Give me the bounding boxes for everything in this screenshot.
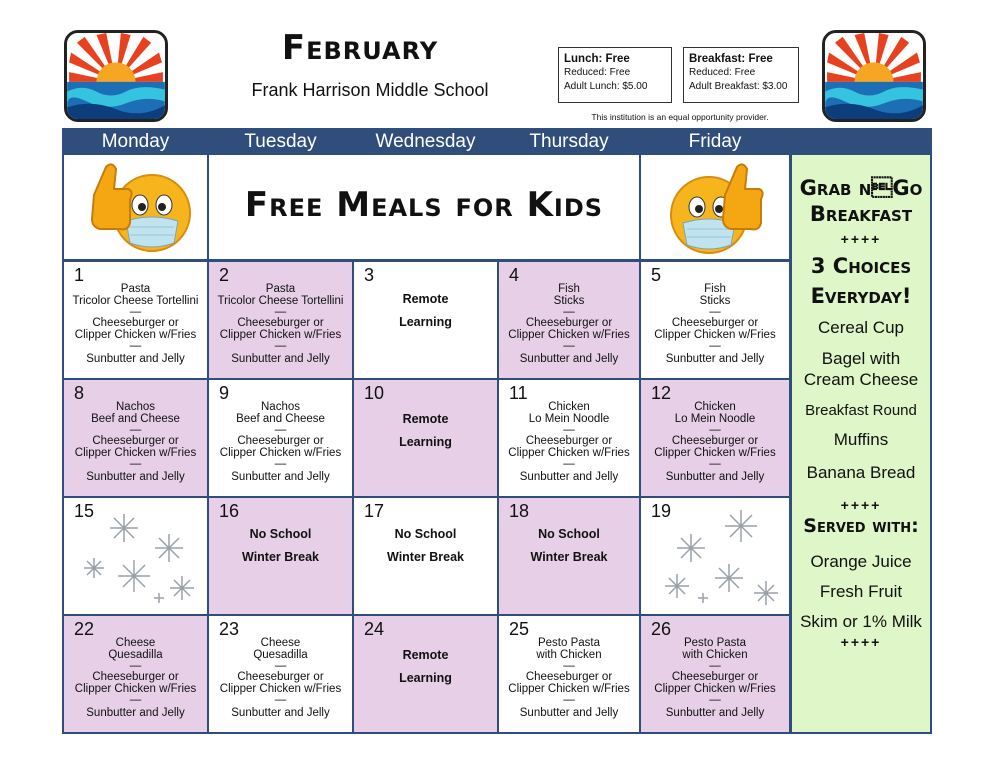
breakfast-adult: Adult Breakfast: $3.00 <box>689 81 788 92</box>
thumbs-up-mask-emoji-icon <box>641 155 789 259</box>
day-number: 16 <box>219 501 240 521</box>
plus-divider: ++++ <box>840 634 882 650</box>
sunbutter-option: Sunbutter and Jelly <box>86 707 185 719</box>
breakfast-heading: Breakfast: Free <box>689 53 773 65</box>
main-dish-detail: Quesadilla <box>253 648 308 661</box>
breakfast-price-box <box>683 47 799 103</box>
main-dish-detail: Beef and Cheese <box>91 412 180 425</box>
meal-menu <box>641 284 789 366</box>
meal-menu <box>64 402 207 484</box>
day-cell-12 <box>641 380 789 496</box>
main-dish-detail: Beef and Cheese <box>236 412 325 425</box>
notice-line-1: No School <box>394 527 457 541</box>
separator: — <box>709 660 721 672</box>
day-number: 22 <box>74 619 95 639</box>
alt-dish-detail: Clipper Chicken w/Fries <box>219 446 342 459</box>
separator: — <box>274 694 287 706</box>
alt-dish: Cheeseburger or <box>237 435 324 447</box>
main-dish-detail: Sticks <box>699 294 731 307</box>
breakfast-item-banana-bread: Banana Bread <box>806 463 916 482</box>
separator: — <box>274 306 287 318</box>
sunbutter-option: Sunbutter and Jelly <box>231 353 330 365</box>
alt-dish-detail: Clipper Chicken w/Fries <box>654 682 776 695</box>
day-cell-3 <box>354 262 497 378</box>
main-dish: Fish <box>558 283 580 295</box>
side-fresh-fruit: Fresh Fruit <box>819 582 903 601</box>
sunset-logo-left <box>64 30 168 122</box>
plus-divider: ++++ <box>840 231 882 247</box>
alt-dish: Cheeseburger or <box>237 317 324 329</box>
meal-menu <box>641 638 789 720</box>
breakfast-sidebar <box>792 155 930 732</box>
sunbutter-option: Sunbutter and Jelly <box>665 707 765 719</box>
separator: — <box>709 340 721 352</box>
alt-dish: Cheeseburger or <box>92 317 179 329</box>
sunbutter-option: Sunbutter and Jelly <box>665 353 765 365</box>
notice-line-2: Winter Break <box>530 550 608 564</box>
meal-menu <box>64 638 207 720</box>
main-dish: Nachos <box>116 401 155 413</box>
day-number: 4 <box>509 265 520 285</box>
breakfast-item-bagel-2: Cream Cheese <box>803 370 919 389</box>
day-number: 26 <box>651 619 672 639</box>
notice-line-2: Winter Break <box>242 550 319 564</box>
separator: — <box>563 458 575 470</box>
notice <box>354 408 497 454</box>
day-cell-1 <box>64 262 207 378</box>
main-dish-detail: Lo Mein Noodle <box>528 412 610 425</box>
grab-n-go-title-1: Grab nGo <box>799 176 923 200</box>
notice <box>354 644 497 690</box>
sunbutter-option: Sunbutter and Jelly <box>86 353 185 365</box>
sunbutter-option: Sunbutter and Jelly <box>231 471 330 483</box>
main-dish-detail: Tricolor Cheese Tortellini <box>72 294 199 307</box>
notice-line-2: Learning <box>399 435 452 449</box>
notice-line-1: Remote <box>402 412 449 426</box>
sunbutter-option: Sunbutter and Jelly <box>519 353 619 365</box>
separator: — <box>274 660 287 672</box>
sunbutter-option: Sunbutter and Jelly <box>519 471 619 483</box>
day-cell-4 <box>499 262 639 378</box>
day-header-thursday: Thursday <box>529 131 609 152</box>
day-header-friday: Friday <box>688 131 742 152</box>
day-cell-11 <box>499 380 639 496</box>
day-cell-22 <box>64 616 207 732</box>
alt-dish-detail: Clipper Chicken w/Fries <box>74 446 197 459</box>
alt-dish: Cheeseburger or <box>671 317 759 329</box>
day-header-monday: Monday <box>101 131 170 152</box>
day-number: 3 <box>364 265 375 285</box>
alt-dish: Cheeseburger or <box>237 671 324 683</box>
sunbutter-option: Sunbutter and Jelly <box>231 707 330 719</box>
main-dish-detail: Lo Mein Noodle <box>674 412 756 425</box>
notice-line-2: Winter Break <box>387 550 464 564</box>
alt-dish: Cheeseburger or <box>671 671 759 683</box>
grab-n-go-title-2: Breakfast <box>809 202 913 226</box>
lunch-reduced: Reduced: Free <box>564 67 631 78</box>
notice <box>354 288 497 334</box>
alt-dish-detail: Clipper Chicken w/Fries <box>654 328 776 341</box>
sunset-wave-icon <box>825 33 923 119</box>
sunbutter-option: Sunbutter and Jelly <box>665 471 765 483</box>
separator: — <box>563 306 575 318</box>
drink-milk: Skim or 1% Milk <box>800 612 922 631</box>
thumbs-up-cell-right <box>641 155 789 259</box>
separator: — <box>129 424 142 436</box>
day-number: 1 <box>74 265 85 285</box>
alt-dish: Cheeseburger or <box>671 435 759 447</box>
day-header-tuesday: Tuesday <box>244 131 317 152</box>
day-number: 15 <box>74 501 95 521</box>
notice <box>354 523 497 569</box>
alt-dish: Cheeseburger or <box>525 671 613 683</box>
main-dish: Cheese <box>260 637 301 649</box>
alt-dish-detail: Clipper Chicken w/Fries <box>74 682 197 695</box>
notice-line-1: Remote <box>402 648 449 662</box>
lunch-heading: Lunch: Free <box>564 53 630 65</box>
separator: — <box>563 660 575 672</box>
separator: — <box>563 694 575 706</box>
day-cell-26 <box>641 616 789 732</box>
separator: — <box>709 424 721 436</box>
day-number: 23 <box>219 619 240 639</box>
day-cell-10 <box>354 380 497 496</box>
meal-menu <box>64 284 207 366</box>
separator: — <box>563 424 575 436</box>
day-number: 11 <box>509 383 528 403</box>
breakfast-reduced: Reduced: Free <box>689 67 756 78</box>
day-number: 8 <box>74 383 85 403</box>
free-meals-banner <box>209 155 639 259</box>
thumbs-up-cell-left <box>64 155 207 259</box>
day-cell-15 <box>64 498 207 614</box>
day-cell-23 <box>209 616 352 732</box>
separator: — <box>709 306 721 318</box>
main-dish: Cheese <box>115 637 156 649</box>
choices-title-2: Everyday! <box>810 284 912 308</box>
separator: — <box>274 458 287 470</box>
notice-line-1: Remote <box>402 292 449 306</box>
alt-dish-detail: Clipper Chicken w/Fries <box>219 328 342 341</box>
alt-dish-detail: Clipper Chicken w/Fries <box>508 446 630 459</box>
breakfast-item-round: Breakfast Round <box>805 402 917 419</box>
alt-dish-detail: Clipper Chicken w/Fries <box>654 446 776 459</box>
separator: — <box>129 694 142 706</box>
meal-menu <box>209 284 352 366</box>
notice-line-2: Learning <box>399 671 452 685</box>
day-cell-9 <box>209 380 352 496</box>
main-dish: Chicken <box>548 401 590 413</box>
separator: — <box>129 458 142 470</box>
alt-dish-detail: Clipper Chicken w/Fries <box>219 682 342 695</box>
alt-dish: Cheeseburger or <box>525 435 613 447</box>
day-cell-2 <box>209 262 352 378</box>
day-cell-19 <box>641 498 789 614</box>
breakfast-item-bagel-1: Bagel with <box>821 349 901 368</box>
day-number: 25 <box>509 619 530 639</box>
alt-dish: Cheeseburger or <box>92 671 179 683</box>
main-dish-detail: Sticks <box>553 294 585 307</box>
alt-dish: Cheeseburger or <box>525 317 613 329</box>
day-number: 24 <box>364 619 385 639</box>
thumbs-up-mask-emoji-icon <box>64 155 207 259</box>
meal-menu <box>641 402 789 484</box>
served-with-title: Served with: <box>803 515 919 537</box>
main-dish: Pasta <box>265 283 296 295</box>
choices-title-1: 3 Choices <box>810 254 912 278</box>
day-cell-18 <box>499 498 639 614</box>
notice-line-1: No School <box>538 527 600 541</box>
day-cell-25 <box>499 616 639 732</box>
day-number: 19 <box>651 501 672 521</box>
lunch-price-box <box>558 47 672 103</box>
separator: — <box>129 660 142 672</box>
alt-dish-detail: Clipper Chicken w/Fries <box>508 682 630 695</box>
notice <box>499 523 639 569</box>
main-dish: Nachos <box>261 401 300 413</box>
alt-dish: Cheeseburger or <box>92 435 179 447</box>
day-cell-17 <box>354 498 497 614</box>
main-dish-detail: Tricolor Cheese Tortellini <box>217 294 344 307</box>
breakfast-item-cereal: Cereal Cup <box>818 318 904 337</box>
main-dish: Pesto Pasta <box>683 637 746 649</box>
notice-line-1: No School <box>249 527 312 541</box>
separator: — <box>709 458 721 470</box>
alt-dish-detail: Clipper Chicken w/Fries <box>74 328 197 341</box>
day-cell-16 <box>209 498 352 614</box>
main-dish-detail: with Chicken <box>682 648 748 661</box>
day-header-wednesday: Wednesday <box>375 131 476 152</box>
main-dish-detail: with Chicken <box>536 648 602 661</box>
meal-menu <box>209 638 352 720</box>
separator: — <box>129 340 142 352</box>
month-title: February <box>281 28 439 68</box>
notice-line-2: Learning <box>399 315 452 329</box>
day-number: 17 <box>364 501 385 521</box>
main-dish: Pesto Pasta <box>537 637 600 649</box>
sunbutter-option: Sunbutter and Jelly <box>86 471 185 483</box>
plus-divider: ++++ <box>840 497 882 513</box>
meal-menu <box>209 402 352 484</box>
alt-dish-detail: Clipper Chicken w/Fries <box>508 328 630 341</box>
equal-opportunity-note: This institution is an equal opportunity provider. <box>591 112 769 122</box>
day-number: 18 <box>509 501 530 521</box>
main-dish: Pasta <box>120 283 151 295</box>
banner-text: Free Meals for Kids <box>244 185 604 225</box>
meal-menu <box>499 402 639 484</box>
sunset-wave-icon <box>67 33 165 119</box>
day-cell-5 <box>641 262 789 378</box>
day-number: 10 <box>364 383 385 403</box>
breakfast-item-muffins: Muffins <box>833 430 889 449</box>
lunch-adult: Adult Lunch: $5.00 <box>564 81 648 92</box>
day-cell-24 <box>354 616 497 732</box>
separator: — <box>274 340 287 352</box>
main-dish-detail: Quesadilla <box>108 648 163 661</box>
day-number: 9 <box>219 383 230 403</box>
day-cell-8 <box>64 380 207 496</box>
drink-orange-juice: Orange Juice <box>810 552 912 571</box>
meal-menu <box>499 284 639 366</box>
separator: — <box>709 694 721 706</box>
day-number: 2 <box>219 265 230 285</box>
sunbutter-option: Sunbutter and Jelly <box>519 707 619 719</box>
day-number: 5 <box>651 265 662 285</box>
separator: — <box>274 424 287 436</box>
separator: — <box>129 306 142 318</box>
day-number: 12 <box>651 383 672 403</box>
notice <box>209 523 352 569</box>
school-name: Frank Harrison Middle School <box>251 80 489 100</box>
sunset-logo-right <box>822 30 926 122</box>
meal-menu <box>499 638 639 720</box>
main-dish: Chicken <box>694 401 736 413</box>
main-dish: Fish <box>704 283 726 295</box>
separator: — <box>563 340 575 352</box>
